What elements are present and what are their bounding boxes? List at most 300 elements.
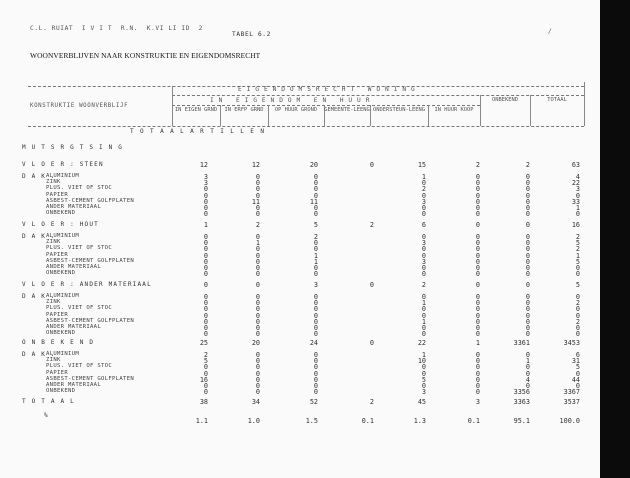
table-cell: 0 xyxy=(313,204,318,212)
table-cell: 0 xyxy=(475,239,480,248)
row-label: PAPIER xyxy=(46,191,69,198)
table-cell: 0 xyxy=(525,293,530,301)
totaal-label: T O T A A L xyxy=(22,398,75,405)
table-cell: 0 xyxy=(203,281,208,289)
table-cell: 2 xyxy=(255,221,260,229)
dak-label: D A K . xyxy=(22,351,56,358)
table-cell: 0 xyxy=(475,330,480,339)
table-cell: 0 xyxy=(475,179,480,188)
table-cell: 0 xyxy=(203,299,208,308)
table-cell: 0 xyxy=(203,330,208,339)
table-cell: 0 xyxy=(255,173,260,181)
table-cell: 0 xyxy=(203,210,208,219)
table-cell: 0 xyxy=(475,305,480,314)
table-cell: 0 xyxy=(203,305,208,314)
table-cell: 0 xyxy=(525,179,530,188)
table-cell: 3361 xyxy=(513,339,530,347)
row-label: ASBEST-CEMENT GOLFPLATEN xyxy=(46,375,135,382)
table-cell: 0 xyxy=(313,245,318,254)
row-label: ALUMINIUM xyxy=(46,293,80,299)
table-cell: 0 xyxy=(421,251,426,260)
table-cell: 3 xyxy=(313,281,318,289)
table-cell: 2 xyxy=(575,233,580,241)
table-cell: 0 xyxy=(525,197,530,206)
table-label: TABEL 6.2 xyxy=(232,31,271,38)
col-divider xyxy=(584,82,585,126)
row-label: PLUS. VIET OF STOC xyxy=(46,245,113,252)
row-label: ANDER MATERIAAL xyxy=(46,264,102,270)
table-cell: 0 xyxy=(525,330,530,339)
table-cell: 0 xyxy=(313,351,318,359)
table-cell: 0 xyxy=(313,270,318,279)
table-cell: 1.5 xyxy=(305,417,318,425)
col-divider xyxy=(172,86,173,126)
row-label: ANDER MATERIAAL xyxy=(46,204,102,210)
table-cell: 3 xyxy=(475,398,480,406)
table-cell: 0 xyxy=(313,382,318,390)
table-cell: 0 xyxy=(525,382,530,390)
table-cell: 0 xyxy=(313,375,318,384)
column-header: OP HUUR GROND xyxy=(274,107,318,113)
table-cell: 0 xyxy=(255,270,260,279)
table-cell: 0 xyxy=(313,330,318,339)
row-label: PLUS. VIET OF STOC xyxy=(46,305,113,312)
table-cell: 0 xyxy=(255,281,260,289)
table-cell: 1 xyxy=(421,299,426,308)
table-cell: 12 xyxy=(251,161,260,169)
table-cell: 3367 xyxy=(563,388,580,397)
table-cell: 4 xyxy=(525,375,530,384)
table-cell: 0 xyxy=(525,305,530,314)
table-cell: 0 xyxy=(203,264,208,272)
table-cell: 5 xyxy=(575,257,580,266)
table-cell: 0 xyxy=(255,179,260,188)
table-cell: 1 xyxy=(313,257,318,266)
row-label: ASBEST-CEMENT GOLFPLATEN xyxy=(46,317,135,324)
section-label: O N B E K E N D xyxy=(22,339,95,346)
table-cell: 0 xyxy=(421,204,426,212)
row-label: ANDER MATERIAAL xyxy=(46,382,102,388)
table-cell: 0 xyxy=(255,210,260,219)
table-cell: 0 xyxy=(475,185,480,194)
table-cell: 20 xyxy=(309,161,318,169)
table-cell: 0 xyxy=(421,330,426,339)
table-cell: 0 xyxy=(421,191,426,200)
table-cell: 5 xyxy=(313,221,318,229)
table-cell: 0 xyxy=(255,382,260,390)
table-cell: 0 xyxy=(255,293,260,301)
table-cell: 0 xyxy=(421,179,426,188)
table-cell: 0 xyxy=(255,388,260,397)
table-cell: 1 xyxy=(203,221,208,229)
table-cell: 0 xyxy=(421,210,426,219)
table-cell: 0 xyxy=(475,382,480,390)
header-rule-inner xyxy=(172,105,480,106)
table-cell: 2 xyxy=(421,281,426,289)
table-cell: 1 xyxy=(255,239,260,248)
table-cell: 95.1 xyxy=(513,417,530,425)
table-cell: 0 xyxy=(575,324,580,332)
table-cell: 0 xyxy=(575,270,580,279)
table-cell: 0 xyxy=(421,264,426,272)
table-cell: 0 xyxy=(313,264,318,272)
subtitle: T O T A A L A R T I L L E N xyxy=(130,128,266,135)
row-label: PAPIER xyxy=(46,311,69,318)
dak-label: D A K . xyxy=(22,173,56,180)
table-cell: 0 xyxy=(203,185,208,194)
column-header: GEMEENTE-LEENG xyxy=(324,107,370,113)
table-cell: 0 xyxy=(475,257,480,266)
table-cell: 0 xyxy=(203,311,208,320)
table-cell: 0 xyxy=(475,210,480,219)
table-cell: 0 xyxy=(203,233,208,241)
table-cell: 1 xyxy=(421,317,426,326)
table-cell: 0 xyxy=(575,369,580,378)
scan-edge xyxy=(600,0,630,478)
table-cell: 3 xyxy=(421,257,426,266)
table-cell: 4 xyxy=(575,173,580,181)
table-cell: 0 xyxy=(525,221,530,229)
table-cell: 1.0 xyxy=(247,417,260,425)
table-cell: 3 xyxy=(203,173,208,181)
table-cell: 0 xyxy=(203,251,208,260)
table-cell: 0 xyxy=(313,388,318,397)
table-cell: 0 xyxy=(369,339,374,347)
table-cell: 0 xyxy=(525,185,530,194)
table-cell: 0 xyxy=(255,185,260,194)
row-label: ZINK xyxy=(46,179,61,186)
table-cell: 3 xyxy=(421,239,426,248)
table-cell: 0 xyxy=(421,233,426,241)
table-cell: 3363 xyxy=(513,398,530,406)
table-cell: 0 xyxy=(255,245,260,254)
group-header-sub: I N E I G E N D O M E N H U U R xyxy=(210,97,371,104)
table-cell: 0 xyxy=(475,369,480,378)
table-cell: 0 xyxy=(313,191,318,200)
table-cell: 22 xyxy=(571,179,580,188)
table-cell: 31 xyxy=(571,357,580,366)
table-cell: 0 xyxy=(313,305,318,314)
table-cell: 1.3 xyxy=(413,417,426,425)
table-cell: 0 xyxy=(575,382,580,390)
corner-mark: / xyxy=(548,28,553,35)
table-cell: 0 xyxy=(421,382,426,390)
table-cell: 5 xyxy=(421,375,426,384)
table-cell: 0 xyxy=(475,191,480,200)
section-label: V L O E R : HOUT xyxy=(22,221,99,228)
group-header-top: E I G E N D O M S R E C H T W O N I N G xyxy=(238,86,416,93)
table-cell: 0 xyxy=(255,311,260,320)
row-label: PLUS. VIET OF STOC xyxy=(46,363,113,370)
table-cell: 0 xyxy=(525,239,530,248)
table-cell: 0 xyxy=(475,351,480,359)
row-label: ASBEST-CEMENT GOLFPLATEN xyxy=(46,257,135,264)
table-cell: 0 xyxy=(255,330,260,339)
table-cell: 0.1 xyxy=(467,417,480,425)
table-cell: 0 xyxy=(255,351,260,359)
row-label: ZINK xyxy=(46,299,61,306)
table-cell: 3 xyxy=(421,388,426,397)
table-cell: 0 xyxy=(313,210,318,219)
table-cell: 0 xyxy=(525,363,530,372)
table-cell: 0 xyxy=(525,264,530,272)
table-cell: 0 xyxy=(575,305,580,314)
table-cell: 0 xyxy=(475,375,480,384)
table-cell: 0 xyxy=(475,221,480,229)
table-cell: 16 xyxy=(571,221,580,229)
row-label: PAPIER xyxy=(46,369,69,376)
table-cell: 0 xyxy=(203,197,208,206)
table-cell: 1 xyxy=(575,251,580,260)
column-header: TOTAAL xyxy=(547,97,567,103)
table-cell: 2 xyxy=(313,233,318,241)
table-cell: 34 xyxy=(251,398,260,406)
table-cell: 0 xyxy=(313,185,318,194)
table-cell: 0 xyxy=(475,293,480,301)
table-cell: 0 xyxy=(313,311,318,320)
table-cell: 6 xyxy=(421,221,426,229)
table-cell: 1.1 xyxy=(195,417,208,425)
table-cell: 2 xyxy=(525,161,530,169)
table-cell: 0 xyxy=(255,233,260,241)
table-cell: 0 xyxy=(313,357,318,366)
table-cell: 0 xyxy=(421,369,426,378)
document-title: WOONVERBLIJVEN NAAR KONSTRUKTIE EN EIGENDOMSRECHT xyxy=(30,51,261,60)
table-cell: 0 xyxy=(525,191,530,200)
table-cell: 0 xyxy=(421,324,426,332)
table-cell: 0 xyxy=(575,293,580,301)
row-label: ASBEST-CEMENT GOLFPLATEN xyxy=(46,197,135,204)
table-cell: 5 xyxy=(575,281,580,289)
table-cell: 0 xyxy=(313,324,318,332)
table-cell: 0 xyxy=(525,270,530,279)
table-cell: 3356 xyxy=(513,388,530,397)
table-cell: 0 xyxy=(575,191,580,200)
table-cell: 0 xyxy=(203,388,208,397)
table-cell: 0 xyxy=(313,299,318,308)
table-cell: 0 xyxy=(255,375,260,384)
table-cell: 0 xyxy=(203,257,208,266)
table-cell: 0 xyxy=(313,293,318,301)
table-cell: 0 xyxy=(255,357,260,366)
table-cell: 0 xyxy=(203,191,208,200)
table-cell: 16 xyxy=(199,375,208,384)
table-cell: 2 xyxy=(421,185,426,194)
table-cell: 63 xyxy=(571,161,580,169)
table-cell: 3537 xyxy=(563,398,580,406)
table-cell: 0 xyxy=(475,197,480,206)
table-cell: 0 xyxy=(313,363,318,372)
table-cell: 24 xyxy=(309,339,318,347)
table-cell: 100.0 xyxy=(559,417,580,425)
table-cell: 0 xyxy=(525,324,530,332)
table-cell: 0 xyxy=(255,257,260,266)
row-label: ONBEKEND xyxy=(46,210,76,217)
table-cell: 0 xyxy=(255,251,260,260)
table-cell: 25 xyxy=(199,339,208,347)
table-cell: 0 xyxy=(421,245,426,254)
section-label: V L O E R : STEEN xyxy=(22,161,104,168)
table-cell: 0 xyxy=(575,210,580,219)
dak-label: D A K . xyxy=(22,293,56,300)
table-cell: 33 xyxy=(571,197,580,206)
table-cell: 1 xyxy=(421,173,426,181)
table-cell: 0 xyxy=(203,245,208,254)
table-cell: 0 xyxy=(203,324,208,332)
column-header: ONBEKEND xyxy=(492,97,518,103)
column-header: IN HUUR KOOP xyxy=(434,107,474,113)
table-cell: 0 xyxy=(421,311,426,320)
row-label: ZINK xyxy=(46,239,61,246)
table-cell: 0 xyxy=(475,324,480,332)
table-cell: 0 xyxy=(475,299,480,308)
row-label: ANDER MATERIAAL xyxy=(46,324,102,330)
row-label: ALUMINIUM xyxy=(46,351,80,357)
table-cell: 2 xyxy=(369,398,374,406)
table-cell: 0 xyxy=(203,270,208,279)
row-label: PAPIER xyxy=(46,251,69,258)
table-cell: 0 xyxy=(255,324,260,332)
table-cell: 20 xyxy=(251,339,260,347)
table-cell: 0 xyxy=(203,369,208,378)
table-cell: 6 xyxy=(575,351,580,359)
header-rule-mid xyxy=(172,95,584,96)
table-cell: 0 xyxy=(255,299,260,308)
table-cell: 3 xyxy=(421,197,426,206)
row-label: ALUMINIUM xyxy=(46,173,80,179)
table-cell: 2 xyxy=(475,161,480,169)
table-cell: 2 xyxy=(575,317,580,326)
table-cell: 2 xyxy=(575,299,580,308)
row-label: ALUMINIUM xyxy=(46,233,80,239)
table-cell: 0 xyxy=(475,281,480,289)
table-cell: 5 xyxy=(575,239,580,248)
table-cell: 0 xyxy=(475,245,480,254)
table-cell: 22 xyxy=(417,339,426,347)
table-cell: 1 xyxy=(475,339,480,347)
table-cell: 2 xyxy=(203,351,208,359)
table-cell: 0 xyxy=(525,351,530,359)
table-cell: 0 xyxy=(475,363,480,372)
table-cell: 5 xyxy=(575,363,580,372)
row-label: PLUS. VIET OF STOC xyxy=(46,185,113,192)
table-cell: 0 xyxy=(525,369,530,378)
table-cell: 0 xyxy=(313,179,318,188)
table-cell: 2 xyxy=(369,221,374,229)
table-cell: 0 xyxy=(421,305,426,314)
table-cell: 0 xyxy=(525,317,530,326)
table-cell: 0 xyxy=(525,251,530,260)
table-cell: 0 xyxy=(575,311,580,320)
table-cell: 0 xyxy=(475,317,480,326)
table-cell: 0 xyxy=(525,233,530,241)
table-cell: 0 xyxy=(313,369,318,378)
table-cell: 0 xyxy=(525,281,530,289)
header-rule-bottom xyxy=(28,126,584,127)
table-cell: 11 xyxy=(251,197,260,206)
table-cell: 2 xyxy=(575,245,580,254)
table-cell: 1 xyxy=(575,204,580,212)
table-cell: 3 xyxy=(203,179,208,188)
table-cell: 10 xyxy=(417,357,426,366)
table-cell: 0 xyxy=(525,210,530,219)
faint-header-line: C.L. RUIAT I V I T R.N. K.VI LI ID 2 xyxy=(30,25,204,32)
percent-label: % xyxy=(44,412,49,419)
table-cell: 1 xyxy=(313,251,318,260)
table-cell: 12 xyxy=(199,161,208,169)
table-cell: 1 xyxy=(525,357,530,366)
table-cell: 0 xyxy=(525,257,530,266)
table-cell: 0 xyxy=(255,264,260,272)
table-cell: 0 xyxy=(475,270,480,279)
table-cell: 15 xyxy=(417,161,426,169)
table-cell: 45 xyxy=(417,398,426,406)
table-cell: 3 xyxy=(575,185,580,194)
table-cell: 0 xyxy=(475,264,480,272)
table-cell: 0 xyxy=(203,204,208,212)
table-cell: 11 xyxy=(309,197,318,206)
table-cell: 5 xyxy=(203,357,208,366)
section-label: M U T S R G T S I N G xyxy=(22,144,124,151)
table-cell: 0 xyxy=(525,299,530,308)
table-cell: 0 xyxy=(421,270,426,279)
row-label: ONBEKEND xyxy=(46,270,76,277)
table-cell: 3453 xyxy=(563,339,580,347)
table-cell: 0.1 xyxy=(361,417,374,425)
table-cell: 0 xyxy=(313,173,318,181)
table-cell: 0 xyxy=(475,388,480,397)
table-cell: 0 xyxy=(475,311,480,320)
table-cell: 0 xyxy=(575,264,580,272)
table-cell: 0 xyxy=(525,204,530,212)
table-cell: 0 xyxy=(255,191,260,200)
table-cell: 0 xyxy=(313,239,318,248)
table-cell: 0 xyxy=(255,305,260,314)
table-cell: 0 xyxy=(475,204,480,212)
table-cell: 0 xyxy=(203,239,208,248)
row-header: KONSTRUKTIE WOONVERBLIJF xyxy=(30,103,129,109)
row-label: ONBEKEND xyxy=(46,388,76,395)
table-cell: 44 xyxy=(571,375,580,384)
table-cell: 0 xyxy=(475,251,480,260)
section-label: V L O E R : ANDER MATERIAAL xyxy=(22,281,152,288)
table-cell: 0 xyxy=(255,363,260,372)
table-cell: 0 xyxy=(475,173,480,181)
table-cell: 0 xyxy=(525,245,530,254)
table-cell: 0 xyxy=(255,204,260,212)
table-cell: 0 xyxy=(475,357,480,366)
table-cell: 0 xyxy=(313,317,318,326)
table-cell: 0 xyxy=(525,173,530,181)
table-cell: 0 xyxy=(203,317,208,326)
table-cell: 0 xyxy=(255,317,260,326)
table-cell: 0 xyxy=(525,311,530,320)
table-cell: 0 xyxy=(421,363,426,372)
table-cell: 0 xyxy=(475,233,480,241)
table-cell: 38 xyxy=(199,398,208,406)
column-header: ONDERSTEUN-LEENG xyxy=(373,107,425,113)
table-cell: 0 xyxy=(575,330,580,339)
table-cell: 52 xyxy=(309,398,318,406)
dak-label: D A K . xyxy=(22,233,56,240)
row-label: ZINK xyxy=(46,357,61,364)
table-cell: 0 xyxy=(203,293,208,301)
column-header: IN ERFP GRND xyxy=(224,107,264,113)
table-cell: 0 xyxy=(421,293,426,301)
table-cell: 0 xyxy=(203,382,208,390)
table-cell: 0 xyxy=(255,369,260,378)
table-cell: 0 xyxy=(369,161,374,169)
